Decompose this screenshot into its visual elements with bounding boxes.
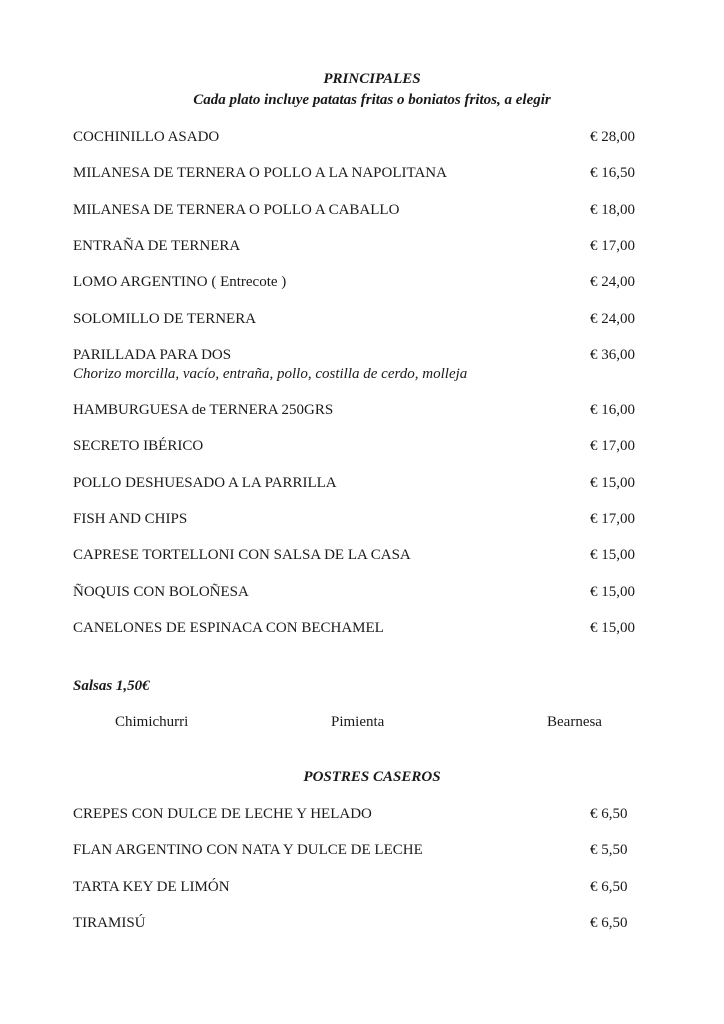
- menu-item-price: € 15,00: [590, 475, 635, 491]
- menu-item-name: ÑOQUIS CON BOLOÑESA: [73, 584, 249, 600]
- menu-item-name: ENTRAÑA DE TERNERA: [73, 238, 241, 254]
- dessert-item-price: € 6,50: [590, 879, 628, 895]
- menu-item-price: € 15,00: [590, 620, 635, 636]
- menu-item-name: HAMBURGUESA de TERNERA 250GRS: [73, 402, 334, 418]
- dessert-item-name: CREPES CON DULCE DE LECHE Y HELADO: [73, 806, 372, 822]
- menu-item-price: € 16,00: [590, 402, 635, 418]
- menu-item-name: COCHINILLO ASADO: [73, 129, 220, 145]
- sauce-option: Chimichurri: [115, 714, 189, 730]
- principales-subtitle: Cada plato incluye patatas fritas o boniatos fritos, a elegir: [193, 92, 551, 108]
- menu-item-price: € 36,00: [590, 347, 635, 363]
- menu-item-name: LOMO ARGENTINO ( Entrecote ): [73, 274, 287, 290]
- salsas-title: Salsas 1,50€: [73, 678, 150, 694]
- menu-item-price: € 15,00: [590, 584, 635, 600]
- dessert-item-price: € 5,50: [590, 842, 628, 858]
- menu-item-name: SECRETO IBÉRICO: [73, 438, 204, 454]
- menu-item-price: € 17,00: [590, 238, 635, 254]
- menu-item-name: MILANESA DE TERNERA O POLLO A CABALLO: [73, 202, 400, 218]
- menu-item-price: € 18,00: [590, 202, 635, 218]
- dessert-item-name: TARTA KEY DE LIMÓN: [73, 879, 230, 895]
- menu-item-price: € 24,00: [590, 274, 635, 290]
- menu-item-price: € 15,00: [590, 547, 635, 563]
- menu-item-name: PARILLADA PARA DOS: [73, 347, 232, 363]
- menu-item-price: € 28,00: [590, 129, 635, 145]
- menu-item-price: € 17,00: [590, 438, 635, 454]
- menu-item-price: € 17,00: [590, 511, 635, 527]
- dessert-item-price: € 6,50: [590, 915, 628, 931]
- menu-item-name: MILANESA DE TERNERA O POLLO A LA NAPOLITANA: [73, 165, 447, 181]
- menu-item-description: Chorizo morcilla, vacío, entraña, pollo, costilla de cerdo, molleja: [73, 366, 468, 382]
- sauce-option: Bearnesa: [547, 714, 602, 730]
- dessert-item-name: TIRAMISÚ: [73, 915, 146, 931]
- dessert-item-name: FLAN ARGENTINO CON NATA Y DULCE DE LECHE: [73, 842, 423, 858]
- menu-item-name: CAPRESE TORTELLONI CON SALSA DE LA CASA: [73, 547, 411, 563]
- postres-title: POSTRES CASEROS: [303, 769, 441, 785]
- menu-item-name: SOLOMILLO DE TERNERA: [73, 311, 257, 327]
- menu-item-name: POLLO DESHUESADO A LA PARRILLA: [73, 475, 337, 491]
- menu-item-name: CANELONES DE ESPINACA CON BECHAMEL: [73, 620, 384, 636]
- sauce-option: Pimienta: [331, 714, 385, 730]
- principales-title: PRINCIPALES: [323, 71, 421, 87]
- menu-item-price: € 24,00: [590, 311, 635, 327]
- dessert-item-price: € 6,50: [590, 806, 628, 822]
- menu-item-price: € 16,50: [590, 165, 635, 181]
- menu-item-name: FISH AND CHIPS: [73, 511, 188, 527]
